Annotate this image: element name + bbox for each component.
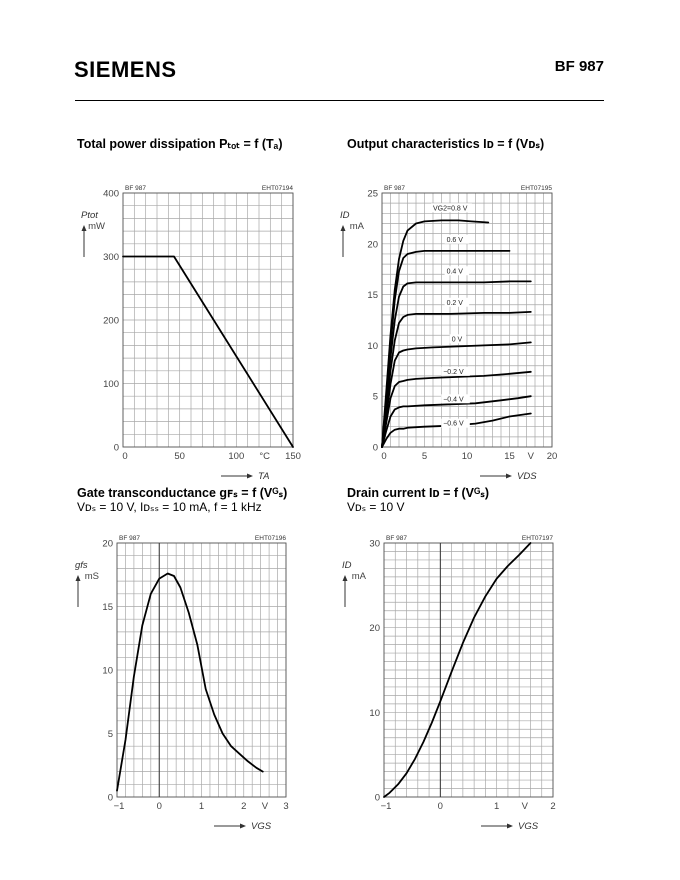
c4-xlabel: VGS xyxy=(518,821,539,832)
c2-yunit: mA xyxy=(349,221,364,232)
c2-xtick-label: 10 xyxy=(461,451,473,462)
c1-xlabel: TA xyxy=(258,471,270,482)
c4-small-label: BF 987 xyxy=(386,535,407,542)
c1-yunit: mW xyxy=(88,221,105,232)
c3-code: EHT07196 xyxy=(254,535,286,542)
c2-small-label: BF 987 xyxy=(384,185,405,192)
c3-ytick-label: 10 xyxy=(102,665,113,677)
c2-ytick-label: 15 xyxy=(367,290,378,302)
c2-series-label: VG2=0.8 V xyxy=(433,205,468,213)
c3-xtick-label: 1 xyxy=(198,801,205,812)
c4-yunit: mA xyxy=(351,571,366,582)
c2-xtick-label: 5 xyxy=(421,451,428,462)
chart4-conditions: Vᴅₛ = 10 V xyxy=(347,500,405,514)
c4-ytick-label: 0 xyxy=(374,792,380,804)
c4-ylabel: ID xyxy=(342,560,352,571)
c1-xtick-label: 50 xyxy=(174,451,185,462)
c1-ytick-label: 0 xyxy=(113,442,119,454)
c2-xlabel: VDS xyxy=(517,471,537,482)
c2-code: EHT07195 xyxy=(520,185,552,192)
c1-ytick-label: 200 xyxy=(103,315,119,327)
c2-series-label: 0.6 V xyxy=(446,236,463,244)
chart4-title: Drain current Iᴅ = f (Vᴳₛ) xyxy=(347,486,490,500)
chart1-title: Total power dissipation Pₜₒₜ = f (Tₐ) xyxy=(77,137,283,151)
part-number: BF 987 xyxy=(554,58,604,75)
c1-ytick-label: 400 xyxy=(103,188,119,200)
c2-ytick-label: 10 xyxy=(367,340,378,352)
c4-yarrow-head xyxy=(343,575,348,581)
c2-xtick-label: 15 xyxy=(504,451,515,462)
c2-ytick-label: 5 xyxy=(372,391,378,403)
c1-xtick-label: 0 xyxy=(122,451,128,462)
c1-code: EHT07194 xyxy=(261,185,293,192)
c3-ylabel: gfs xyxy=(75,560,88,571)
c4-ytick-label: 20 xyxy=(369,623,380,635)
chart3-title: Gate transconductance gꜰₛ = f (Vᴳₛ) xyxy=(77,486,288,500)
c4-xtick-label: 2 xyxy=(550,801,556,812)
c3-yunit: mS xyxy=(84,571,99,582)
c2-ytick-label: 20 xyxy=(367,239,378,251)
c2-ylabel: ID xyxy=(340,210,350,221)
c2-series-label: −0.4 V xyxy=(443,396,464,404)
c3-xlabel: VGS xyxy=(251,821,272,832)
c3-ytick-label: 5 xyxy=(107,729,113,740)
c2-series-label: 0 V xyxy=(451,336,463,344)
c4-xtick-label: −1 xyxy=(380,801,392,812)
c3-ytick-label: 20 xyxy=(102,538,113,550)
c2-ytick-label: 0 xyxy=(372,442,378,454)
c4-ytick-label: 10 xyxy=(369,707,380,719)
c1-small-label: BF 987 xyxy=(125,185,146,192)
c3-xunit: V xyxy=(261,801,269,812)
c2-series-label: −0.2 V xyxy=(443,368,464,376)
c3-xtick-label: 2 xyxy=(241,801,247,812)
c3-xtick-label: 3 xyxy=(283,801,289,812)
c3-ytick-label: 0 xyxy=(107,792,113,804)
c4-xunit: V xyxy=(521,801,529,812)
c3-xtick-label: −1 xyxy=(113,801,125,812)
c3-xtick-label: 0 xyxy=(156,801,162,812)
c2-xtick-label: 20 xyxy=(546,451,558,462)
c4-xtick-label: 1 xyxy=(494,801,500,812)
c3-ytick-label: 15 xyxy=(102,602,113,613)
c2-series-label: 0.2 V xyxy=(446,299,463,307)
c1-ytick-label: 100 xyxy=(103,379,119,390)
chart3-conditions: Vᴅₛ = 10 V, Iᴅₛₛ = 10 mA, f = 1 kHz xyxy=(77,500,262,514)
c2-ytick-label: 25 xyxy=(367,188,378,200)
c4-code: EHT07197 xyxy=(521,535,553,542)
c4-ytick-label: 30 xyxy=(369,538,380,550)
c4-xarrow-head xyxy=(507,824,513,829)
chart2-title: Output characteristics Iᴅ = f (Vᴅₛ) xyxy=(347,137,545,151)
c4-xtick-label: 0 xyxy=(437,801,443,812)
c1-xunit: °C xyxy=(259,451,271,462)
c2-xunit: V xyxy=(527,451,534,462)
c1-ylabel: Ptot xyxy=(81,210,98,221)
c1-xtick-label: 100 xyxy=(228,451,245,462)
c1-ytick-label: 300 xyxy=(103,252,119,263)
c2-series-label: 0.4 V xyxy=(446,268,463,276)
c3-small-label: BF 987 xyxy=(119,535,140,542)
c2-xtick-label: 0 xyxy=(381,451,387,462)
brand-logo: SIEMENS xyxy=(74,57,177,82)
c1-xtick-label: 150 xyxy=(285,451,301,462)
c2-series-label: −0.6 V xyxy=(443,420,464,428)
